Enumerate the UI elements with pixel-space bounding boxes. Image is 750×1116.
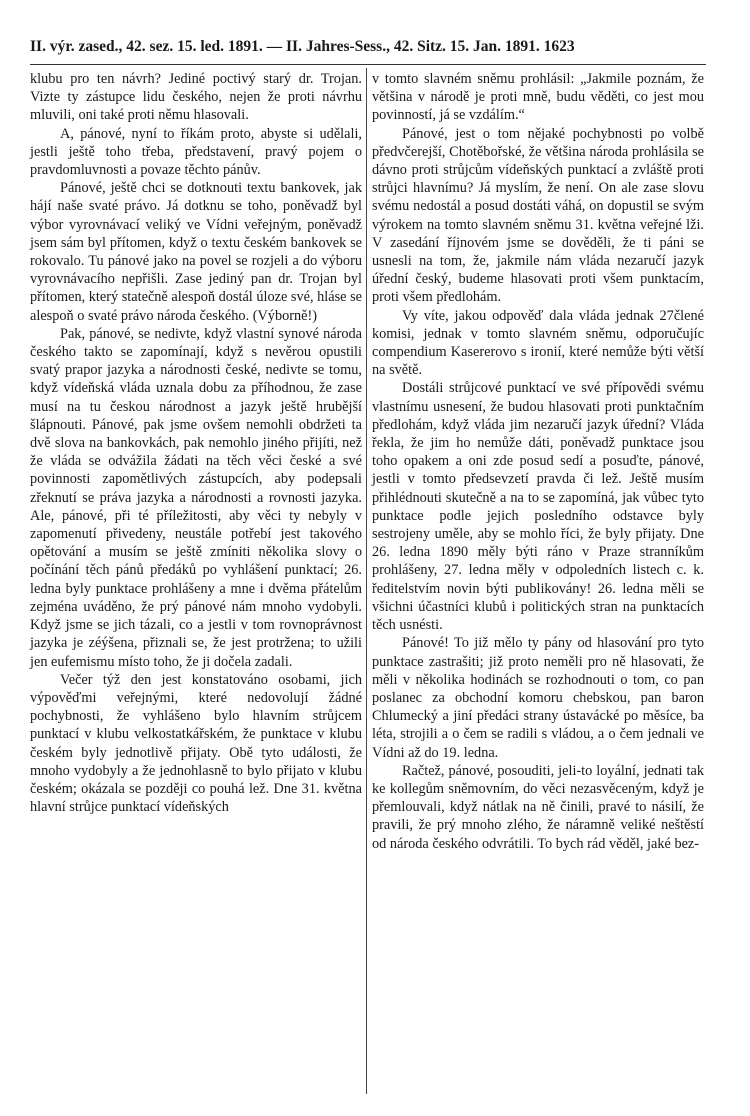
left-column	[30, 70, 362, 816]
paragraph: Pánové! To již mělo ty pány od hlasování pro tyto punktace zastrašiti; již proto neměli pro ně hlasovati, že měli v několika hodinách se rozhodnouti o tom, co pan poslanec za obchodní komoru chebskou, pan baron Chlumecký a jiní předáci strany ústavácké po měsíce, ba léta, strojili a o čem se radili s vládou, a o čem jednali ve Vídni až do 19. ledna.	[372, 635, 704, 761]
page-header	[30, 38, 702, 60]
paragraph: Račtež, pánové, posouditi, jeli-to loyální, jednati tak ke kollegům sněmovním, do věci nezasvěceným, když je přemlouvali, když nátlak na ně činili, pravé to násilí, že pravili, že prý mnoho zlého, že náramně veliké neštěstí od národa českého odvrátili. To bych rád věděl, jaké bez-	[372, 762, 704, 852]
header-text: II. výr. zased., 42. sez. 15. led. 1891. — II. Jahres-Sess., 42. Sitz. 15. Jan. 1891. 1623	[30, 38, 575, 55]
paragraph: A, pánové, nyní to říkám proto, abyste si udělali, jestli ještě toho třeba, představení, pravý pojem o pravdomluvnosti a povaze těchto pánův.	[30, 125, 362, 179]
paragraph: Pánové, ještě chci se dotknouti textu bankovek, jak hájí naše svaté právo. Já dotknu se toho, poněvadž byl výbor vyrovnávací veliký ve Vídni veřejným, poněvadž jsem sám byl přítomen, když o textu českém bankovek se rokovalo. Tu pánové jako na povel se rozjeli a do výboru vyrovnávacího nepřišli. Zase jediný pan dr. Trojan byl přítomen, který statečně alespoň dostál úloze své, hlásе se alespoň o svaté právo národa českého. (Výborně!)	[30, 180, 362, 324]
paragraph: Pánové, jest o tom nějaké pochybnosti po volbě předvčerejší, Chotěbořské, že většina národa prohlásila se dávno proti strůjcům vídeňských punktací a zvláště proti strůjci hlavnímu? Já myslím, že není. On ale zase slovu svému nedostál a posud dostáti váhá, on dopustil se svým výrokem na tomto slavném sněmu 31. května veřejné lži. V zasedání říjnovém jsme se dověděli, že ti páni se usnesli na tom, že, jakmile nám vláda nezaručí jazyk úřední český, budeme hlasovati proti všem punktacím, proti všem předlohám.	[372, 125, 704, 306]
paragraph: Dostáli strůjcové punktací ve své přípovědi svému vlastnímu usnesení, že budou hlasovati proti punktačním předlohám, když vláda jim nezaručí jazyk úřední? Vláda řekla, že jim ho nemůže dáti, poněvadž punktace jsou toho opakem a oni zde posud sedí a posuďte, pánové, jestli v tomto předsevzetí pravda či lež. Ještě musím přihlédnouti skutečně a na to se zapomíná, jak vůbec tyto punktace podle jejich posledního odstavce byly sestrojeny uměle, aby se mohlo říci, že byly přijaty. Dne 26. ledna 1890 měly býti ráno v Praze stranníkům prohlášeny, 27. ledna měly v odpoledních listech c. k. ředitelstvím novin býti publikovány! 26. ledna měli se všichni účastníci klubů i politických stran na punktacích těch usnésti.	[372, 380, 704, 634]
header-rule	[30, 64, 706, 65]
paragraph: Vy víte, jakou odpověď dala vláda jednak 27člené komisi, jednak v tomto slavném sněmu, odporučujíc compendium Kasererovo s ironií, které nemůže býti větší na světě.	[372, 307, 704, 379]
paragraph: v tomto slavném sněmu prohlásil: „Jakmile poznám, že většina v národě je proti mně, budu věděti, co jest mou povinností, já se vzdálím.“	[372, 71, 704, 124]
column-divider	[366, 68, 367, 1094]
right-column	[372, 70, 704, 853]
paragraph: Večer týž den jest konstatováno osobami, jich výpověďmi veřejnými, které nedovolují žádné pochybnosti, že vyhlášeno bylo hlavním strůjcem punktací v klubu velkostatkářském, že punktace v klubu českém byly jednotlivě přijaty. Obě tyto události, že mnoho vydobyly a že jednohlasně to bylo přijato v klubu českém; okázala se později co pouhá lež. Dne 31. května hlavní strůjce punktací vídeňských	[30, 671, 362, 816]
paragraph: klubu pro ten návrh? Jediné poctivý starý dr. Trojan. Vizte ty zástupce lidu českého, nejen že proti návrhu mluvili, oni také proti němu hlasovali.	[30, 71, 362, 124]
paragraph: Pak, pánové, se nedivte, když vlastní synové národa českého takto se zapomínají, když s nevěrou opustili svatý prapor jazyka a národnosti české, nedivte se tomu, když vídeňská vláda uznala dobu za příhodnou, že zase musí na tu českou národnost a jazyk ještě hrubější šlápnouti. Pánové, pak jsme ovšem nemohli obdržeti ta dvě slova na bankovkách, pak nemohlo jiného přijíti, než že vláda se odvážila žádati na těch věci české a své povinnosti zapomětlivých zástupcích, aby podepsali zřeknutí se práva jazyka a národnosti a rovnosti jazyka. Ale, pánové, při té příležitosti, aby věci ty nebyly v zapomenutí přivedeny, neustále potřebí jest takového opětování a musím se ještě zmíniti několika slovy o počínání těch pánů předáků po vyhlášení punktací; 26. ledna byly punktace prohlášeny a mne i dvěma přátelům zejména uváděno, že prý pánové nám mnoho vydobyli. Když jsme se jich tázali, co a jestli v tom rovnoprávnost jazyka je zéýšena, přiznali se, že jest protržena; to užili jen eufemismu místo toho, že ji dočela zadali.	[30, 325, 362, 670]
